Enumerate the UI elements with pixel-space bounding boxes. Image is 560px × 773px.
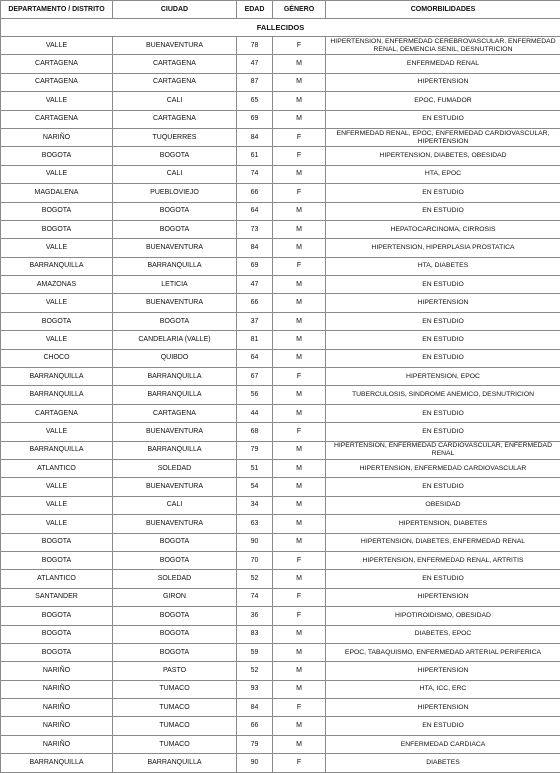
table-row (1, 607, 560, 625)
edad-cell: 66 (237, 717, 273, 735)
comorbilidades-cell: EN ESTUDIO (326, 423, 560, 441)
ciudad-cell: CARTAGENA (113, 55, 237, 73)
departamento-cell: VALLE (1, 165, 113, 183)
comorbilidades-cell: EN ESTUDIO (326, 202, 560, 220)
comorbilidades-cell: EPOC, FUMADOR (326, 92, 560, 110)
table-row (1, 294, 560, 312)
edad-cell: 84 (237, 128, 273, 146)
departamento-cell: BARRANQUILLA (1, 257, 113, 275)
genero-cell: M (273, 110, 326, 128)
ciudad-cell: BOGOTA (113, 312, 237, 330)
genero-cell: M (273, 294, 326, 312)
edad-cell: 61 (237, 147, 273, 165)
table-row (1, 680, 560, 698)
genero-cell: M (273, 386, 326, 404)
comorbilidades-cell: EN ESTUDIO (326, 276, 560, 294)
departamento-cell: NARIÑO (1, 128, 113, 146)
comorbilidades-cell: DIABETES (326, 754, 560, 772)
table-row (1, 570, 560, 588)
table-row (1, 73, 560, 91)
ciudad-cell: BUENAVENTURA (113, 423, 237, 441)
departamento-cell: VALLE (1, 294, 113, 312)
departamento-cell: BARRANQUILLA (1, 441, 113, 459)
table-row (1, 699, 560, 717)
ciudad-cell: QUIBDO (113, 349, 237, 367)
genero-cell: F (273, 37, 326, 55)
header-departamento: DEPARTAMENTO / DISTRITO (1, 1, 113, 19)
genero-cell: M (273, 73, 326, 91)
departamento-cell: NARIÑO (1, 680, 113, 698)
genero-cell: M (273, 735, 326, 753)
edad-cell: 56 (237, 386, 273, 404)
departamento-cell: VALLE (1, 478, 113, 496)
ciudad-cell: BUENAVENTURA (113, 515, 237, 533)
departamento-cell: BARRANQUILLA (1, 754, 113, 772)
edad-cell: 44 (237, 404, 273, 422)
comorbilidades-cell: EN ESTUDIO (326, 312, 560, 330)
table-row (1, 239, 560, 257)
edad-cell: 90 (237, 754, 273, 772)
genero-cell: M (273, 478, 326, 496)
departamento-cell: NARIÑO (1, 699, 113, 717)
genero-cell: M (273, 680, 326, 698)
edad-cell: 64 (237, 202, 273, 220)
table-row (1, 551, 560, 569)
ciudad-cell: BUENAVENTURA (113, 478, 237, 496)
table-row (1, 735, 560, 753)
table-row (1, 643, 560, 661)
table-row (1, 496, 560, 514)
ciudad-cell: BUENAVENTURA (113, 37, 237, 55)
table-row (1, 625, 560, 643)
genero-cell: F (273, 588, 326, 606)
genero-cell: M (273, 570, 326, 588)
ciudad-cell: PUEBLOVIEJO (113, 184, 237, 202)
genero-cell: F (273, 607, 326, 625)
ciudad-cell: GIRON (113, 588, 237, 606)
comorbilidades-cell: HIPERTENSION (326, 662, 560, 680)
table-row (1, 459, 560, 477)
table-row (1, 257, 560, 275)
ciudad-cell: SOLEDAD (113, 570, 237, 588)
ciudad-cell: BARRANQUILLA (113, 368, 237, 386)
table-row (1, 533, 560, 551)
edad-cell: 83 (237, 625, 273, 643)
comorbilidades-cell: EPOC, TABAQUISMO, ENFERMEDAD ARTERIAL PERIFERICA (326, 643, 560, 661)
genero-cell: F (273, 754, 326, 772)
genero-cell: M (273, 717, 326, 735)
genero-cell: F (273, 368, 326, 386)
comorbilidades-cell: HIPERTENSION, DIABETES, ENFERMEDAD RENAL (326, 533, 560, 551)
table-row (1, 368, 560, 386)
genero-cell: M (273, 276, 326, 294)
table-row (1, 662, 560, 680)
genero-cell: M (273, 643, 326, 661)
departamento-cell: AMAZONAS (1, 276, 113, 294)
genero-cell: F (273, 551, 326, 569)
genero-cell: M (273, 441, 326, 459)
comorbilidades-cell: EN ESTUDIO (326, 717, 560, 735)
ciudad-cell: BOGOTA (113, 607, 237, 625)
edad-cell: 47 (237, 55, 273, 73)
comorbilidades-cell: HIPERTENSION, ENFERMEDAD CEREBROVASCULAR. ENFERMEDAD RENAL, DEMENCIA SENIL, DESNUTRICION (326, 37, 560, 55)
genero-cell: F (273, 257, 326, 275)
ciudad-cell: BOGOTA (113, 551, 237, 569)
ciudad-cell: CALI (113, 496, 237, 514)
comorbilidades-cell: HIPERTENSION (326, 588, 560, 606)
genero-cell: M (273, 331, 326, 349)
ciudad-cell: TUMACO (113, 680, 237, 698)
table-row (1, 717, 560, 735)
genero-cell: M (273, 625, 326, 643)
table-row (1, 588, 560, 606)
genero-cell: M (273, 533, 326, 551)
table-row (1, 37, 560, 55)
table-row (1, 386, 560, 404)
table-row (1, 349, 560, 367)
edad-cell: 93 (237, 680, 273, 698)
edad-cell: 69 (237, 257, 273, 275)
departamento-cell: CARTAGENA (1, 110, 113, 128)
edad-cell: 51 (237, 459, 273, 477)
comorbilidades-cell: HIPERTENSION, DIABETES (326, 515, 560, 533)
edad-cell: 78 (237, 37, 273, 55)
table-row (1, 110, 560, 128)
comorbilidades-cell: HIPERTENSION, ENFERMEDAD RENAL, ARTRITIS (326, 551, 560, 569)
ciudad-cell: PASTO (113, 662, 237, 680)
comorbilidades-cell: ENFERMEDAD CARDIACA (326, 735, 560, 753)
genero-cell: F (273, 184, 326, 202)
comorbilidades-cell: HTA, DIABETES (326, 257, 560, 275)
ciudad-cell: CANDELARIA (VALLE) (113, 331, 237, 349)
comorbilidades-cell: HIPERTENSION (326, 73, 560, 91)
edad-cell: 64 (237, 349, 273, 367)
table-row (1, 515, 560, 533)
departamento-cell: VALLE (1, 496, 113, 514)
ciudad-cell: BARRANQUILLA (113, 754, 237, 772)
table-row (1, 276, 560, 294)
departamento-cell: NARIÑO (1, 735, 113, 753)
genero-cell: M (273, 312, 326, 330)
ciudad-cell: BARRANQUILLA (113, 257, 237, 275)
ciudad-cell: BARRANQUILLA (113, 441, 237, 459)
ciudad-cell: CARTAGENA (113, 73, 237, 91)
departamento-cell: NARIÑO (1, 662, 113, 680)
comorbilidades-cell: HIPOTIROIDISMO, OBESIDAD (326, 607, 560, 625)
table-row (1, 92, 560, 110)
table-row (1, 220, 560, 238)
comorbilidades-cell: ENFERMEDAD RENAL, EPOC, ENFERMEDAD CARDIOVASCULAR, HIPERTENSION (326, 128, 560, 146)
ciudad-cell: TUMACO (113, 735, 237, 753)
ciudad-cell: CALI (113, 165, 237, 183)
departamento-cell: BOGOTA (1, 551, 113, 569)
edad-cell: 36 (237, 607, 273, 625)
edad-cell: 74 (237, 588, 273, 606)
comorbilidades-cell: EN ESTUDIO (326, 478, 560, 496)
ciudad-cell: LETICIA (113, 276, 237, 294)
departamento-cell: BOGOTA (1, 625, 113, 643)
departamento-cell: ATLANTICO (1, 570, 113, 588)
genero-cell: M (273, 220, 326, 238)
table-row (1, 55, 560, 73)
ciudad-cell: BOGOTA (113, 643, 237, 661)
table-title: FALLECIDOS (1, 19, 560, 37)
edad-cell: 65 (237, 92, 273, 110)
genero-cell: M (273, 202, 326, 220)
edad-cell: 90 (237, 533, 273, 551)
genero-cell: M (273, 239, 326, 257)
edad-cell: 79 (237, 441, 273, 459)
comorbilidades-cell: HIPERTENSION, EPOC (326, 368, 560, 386)
comorbilidades-cell: EN ESTUDIO (326, 570, 560, 588)
departamento-cell: VALLE (1, 331, 113, 349)
edad-cell: 59 (237, 643, 273, 661)
edad-cell: 34 (237, 496, 273, 514)
genero-cell: M (273, 459, 326, 477)
comorbilidades-cell: HIPERTENSION, HIPERPLASIA PROSTATICA (326, 239, 560, 257)
departamento-cell: VALLE (1, 239, 113, 257)
genero-cell: M (273, 349, 326, 367)
table-row (1, 331, 560, 349)
ciudad-cell: BOGOTA (113, 220, 237, 238)
edad-cell: 74 (237, 165, 273, 183)
genero-cell: F (273, 128, 326, 146)
table-row (1, 478, 560, 496)
edad-cell: 66 (237, 294, 273, 312)
departamento-cell: BOGOTA (1, 220, 113, 238)
header-edad: EDAD (237, 1, 273, 19)
comorbilidades-cell: HIPERTENSION (326, 699, 560, 717)
genero-cell: F (273, 147, 326, 165)
comorbilidades-cell: HTA, EPOC (326, 165, 560, 183)
comorbilidades-cell: HIPERTENSION, ENFERMEDAD CARDIOVASCULAR (326, 459, 560, 477)
header-ciudad: CIUDAD (113, 1, 237, 19)
comorbilidades-cell: HIPERTENSION, ENFERMEDAD CARDIOVASCULAR, ENFERMEDAD RENAL (326, 441, 560, 459)
table-row (1, 423, 560, 441)
table-row (1, 404, 560, 422)
genero-cell: M (273, 662, 326, 680)
table-row (1, 754, 560, 772)
comorbilidades-cell: HTA, ICC, ERC (326, 680, 560, 698)
ciudad-cell: CALI (113, 92, 237, 110)
departamento-cell: CHOCO (1, 349, 113, 367)
comorbilidades-cell: EN ESTUDIO (326, 331, 560, 349)
departamento-cell: ATLANTICO (1, 459, 113, 477)
departamento-cell: BOGOTA (1, 312, 113, 330)
comorbilidades-cell: TUBERCULOSIS, SINDROME ANEMICO, DESNUTRICION (326, 386, 560, 404)
table-row (1, 184, 560, 202)
edad-cell: 54 (237, 478, 273, 496)
comorbilidades-cell: HEPATOCARCINOMA, CIRROSIS (326, 220, 560, 238)
ciudad-cell: BUENAVENTURA (113, 239, 237, 257)
genero-cell: M (273, 165, 326, 183)
comorbilidades-cell: HIPERTENSION, DIABETES, OBESIDAD (326, 147, 560, 165)
departamento-cell: VALLE (1, 37, 113, 55)
edad-cell: 73 (237, 220, 273, 238)
ciudad-cell: BOGOTA (113, 202, 237, 220)
edad-cell: 84 (237, 699, 273, 717)
edad-cell: 87 (237, 73, 273, 91)
genero-cell: F (273, 699, 326, 717)
comorbilidades-cell: EN ESTUDIO (326, 110, 560, 128)
departamento-cell: BARRANQUILLA (1, 386, 113, 404)
ciudad-cell: CARTAGENA (113, 110, 237, 128)
comorbilidades-cell: EN ESTUDIO (326, 184, 560, 202)
ciudad-cell: TUMACO (113, 717, 237, 735)
departamento-cell: MAGDALENA (1, 184, 113, 202)
table-title-row (1, 19, 560, 37)
table-body (1, 37, 560, 773)
edad-cell: 37 (237, 312, 273, 330)
comorbilidades-cell: OBESIDAD (326, 496, 560, 514)
genero-cell: M (273, 404, 326, 422)
departamento-cell: CARTAGENA (1, 73, 113, 91)
edad-cell: 81 (237, 331, 273, 349)
comorbilidades-cell: EN ESTUDIO (326, 404, 560, 422)
genero-cell: M (273, 55, 326, 73)
departamento-cell: CARTAGENA (1, 404, 113, 422)
departamento-cell: VALLE (1, 92, 113, 110)
ciudad-cell: TUQUERRES (113, 128, 237, 146)
departamento-cell: BOGOTA (1, 147, 113, 165)
table-row (1, 202, 560, 220)
edad-cell: 66 (237, 184, 273, 202)
departamento-cell: BARRANQUILLA (1, 368, 113, 386)
edad-cell: 70 (237, 551, 273, 569)
edad-cell: 63 (237, 515, 273, 533)
departamento-cell: BOGOTA (1, 607, 113, 625)
departamento-cell: CARTAGENA (1, 55, 113, 73)
edad-cell: 84 (237, 239, 273, 257)
table-row (1, 147, 560, 165)
ciudad-cell: TUMACO (113, 699, 237, 717)
departamento-cell: SANTANDER (1, 588, 113, 606)
ciudad-cell: SOLEDAD (113, 459, 237, 477)
edad-cell: 68 (237, 423, 273, 441)
edad-cell: 52 (237, 570, 273, 588)
ciudad-cell: CARTAGENA (113, 404, 237, 422)
ciudad-cell: BOGOTA (113, 625, 237, 643)
header-comorbilidades: COMORBILIDADES (326, 1, 560, 19)
edad-cell: 67 (237, 368, 273, 386)
edad-cell: 79 (237, 735, 273, 753)
departamento-cell: BOGOTA (1, 202, 113, 220)
ciudad-cell: BOGOTA (113, 147, 237, 165)
ciudad-cell: BARRANQUILLA (113, 386, 237, 404)
comorbilidades-cell: HIPERTENSION (326, 294, 560, 312)
comorbilidades-cell: EN ESTUDIO (326, 349, 560, 367)
table-row (1, 312, 560, 330)
genero-cell: M (273, 92, 326, 110)
departamento-cell: VALLE (1, 423, 113, 441)
edad-cell: 69 (237, 110, 273, 128)
departamento-cell: BOGOTA (1, 643, 113, 661)
genero-cell: M (273, 515, 326, 533)
genero-cell: M (273, 496, 326, 514)
table-row (1, 165, 560, 183)
departamento-cell: NARIÑO (1, 717, 113, 735)
departamento-cell: VALLE (1, 515, 113, 533)
edad-cell: 52 (237, 662, 273, 680)
table-row (1, 441, 560, 459)
table-row (1, 128, 560, 146)
ciudad-cell: BUENAVENTURA (113, 294, 237, 312)
edad-cell: 47 (237, 276, 273, 294)
header-genero: GÉNERO (273, 1, 326, 19)
ciudad-cell: BOGOTA (113, 533, 237, 551)
genero-cell: F (273, 423, 326, 441)
departamento-cell: BOGOTA (1, 533, 113, 551)
comorbilidades-cell: ENFERMEDAD RENAL (326, 55, 560, 73)
header-row (1, 1, 560, 19)
comorbilidades-cell: DIABETES, EPOC (326, 625, 560, 643)
